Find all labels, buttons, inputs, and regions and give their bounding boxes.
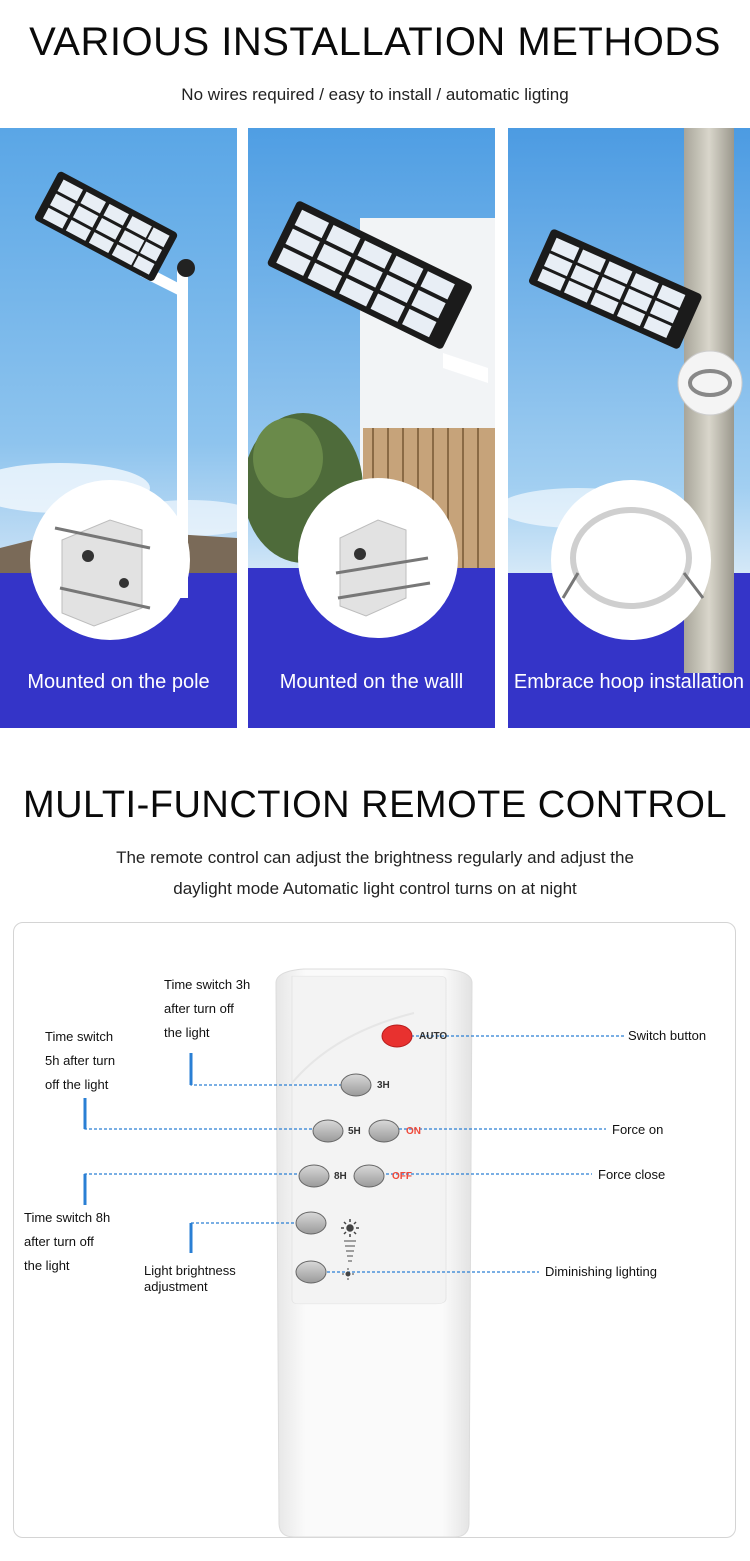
label-time-switch-3h: Time switch 3h after turn off the light <box>164 977 251 1040</box>
brightness-up-button[interactable] <box>296 1212 326 1234</box>
remote-subtitle-line2: daylight mode Automatic light control turns on at night <box>173 879 577 898</box>
label-diminishing-lighting: Diminishing lighting <box>545 1264 657 1279</box>
hoop-mount-illustration <box>508 128 750 728</box>
off-button[interactable] <box>354 1165 384 1187</box>
caption-pole: Mounted on the pole <box>27 671 210 693</box>
remote-title: MULTI-FUNCTION REMOTE CONTROL <box>22 784 728 826</box>
label-time-switch-8h: Time switch 8h after turn off the light <box>24 1210 111 1273</box>
wall-mount-illustration <box>248 128 495 728</box>
remote-control-illustration <box>14 923 737 1539</box>
remote-subtitle-line1: The remote control can adjust the brightness regularly and adjust the <box>116 848 634 867</box>
auto-button-label: AUTO <box>419 1031 448 1042</box>
panel-pole-mount <box>0 128 237 728</box>
panel-hoop-mount <box>508 128 750 728</box>
label-force-close: Force close <box>598 1167 666 1182</box>
on-button[interactable] <box>369 1120 399 1142</box>
label-switch-button: Switch button <box>628 1028 707 1043</box>
caption-hoop: Embrace hoop installation <box>513 671 745 693</box>
label-force-on: Force on <box>612 1122 664 1137</box>
installation-title: VARIOUS INSTALLATION METHODS <box>29 20 721 64</box>
label-time-switch-5h: Time switch 5h after turn off the light <box>45 1029 116 1092</box>
brightness-down-button[interactable] <box>296 1261 326 1283</box>
5h-button[interactable] <box>313 1120 343 1142</box>
8h-button[interactable] <box>299 1165 329 1187</box>
pole-mount-illustration <box>0 128 237 728</box>
remote-diagram-box <box>13 922 736 1538</box>
auto-button[interactable] <box>382 1025 412 1047</box>
caption-wall: Mounted on the walll <box>279 671 464 693</box>
8h-button-label: 8H <box>334 1171 347 1182</box>
installation-subtitle: No wires required / easy to install / automatic ligting <box>181 85 569 104</box>
panel-wall-mount <box>248 128 495 728</box>
off-button-label: OFF <box>392 1171 412 1182</box>
3h-button-label: 3H <box>377 1080 390 1091</box>
3h-button[interactable] <box>341 1074 371 1096</box>
on-button-label: ON <box>406 1126 421 1137</box>
label-light-brightness: Light brightness adjustment <box>144 1263 236 1294</box>
installation-panels <box>0 128 750 728</box>
5h-button-label: 5H <box>348 1126 361 1137</box>
